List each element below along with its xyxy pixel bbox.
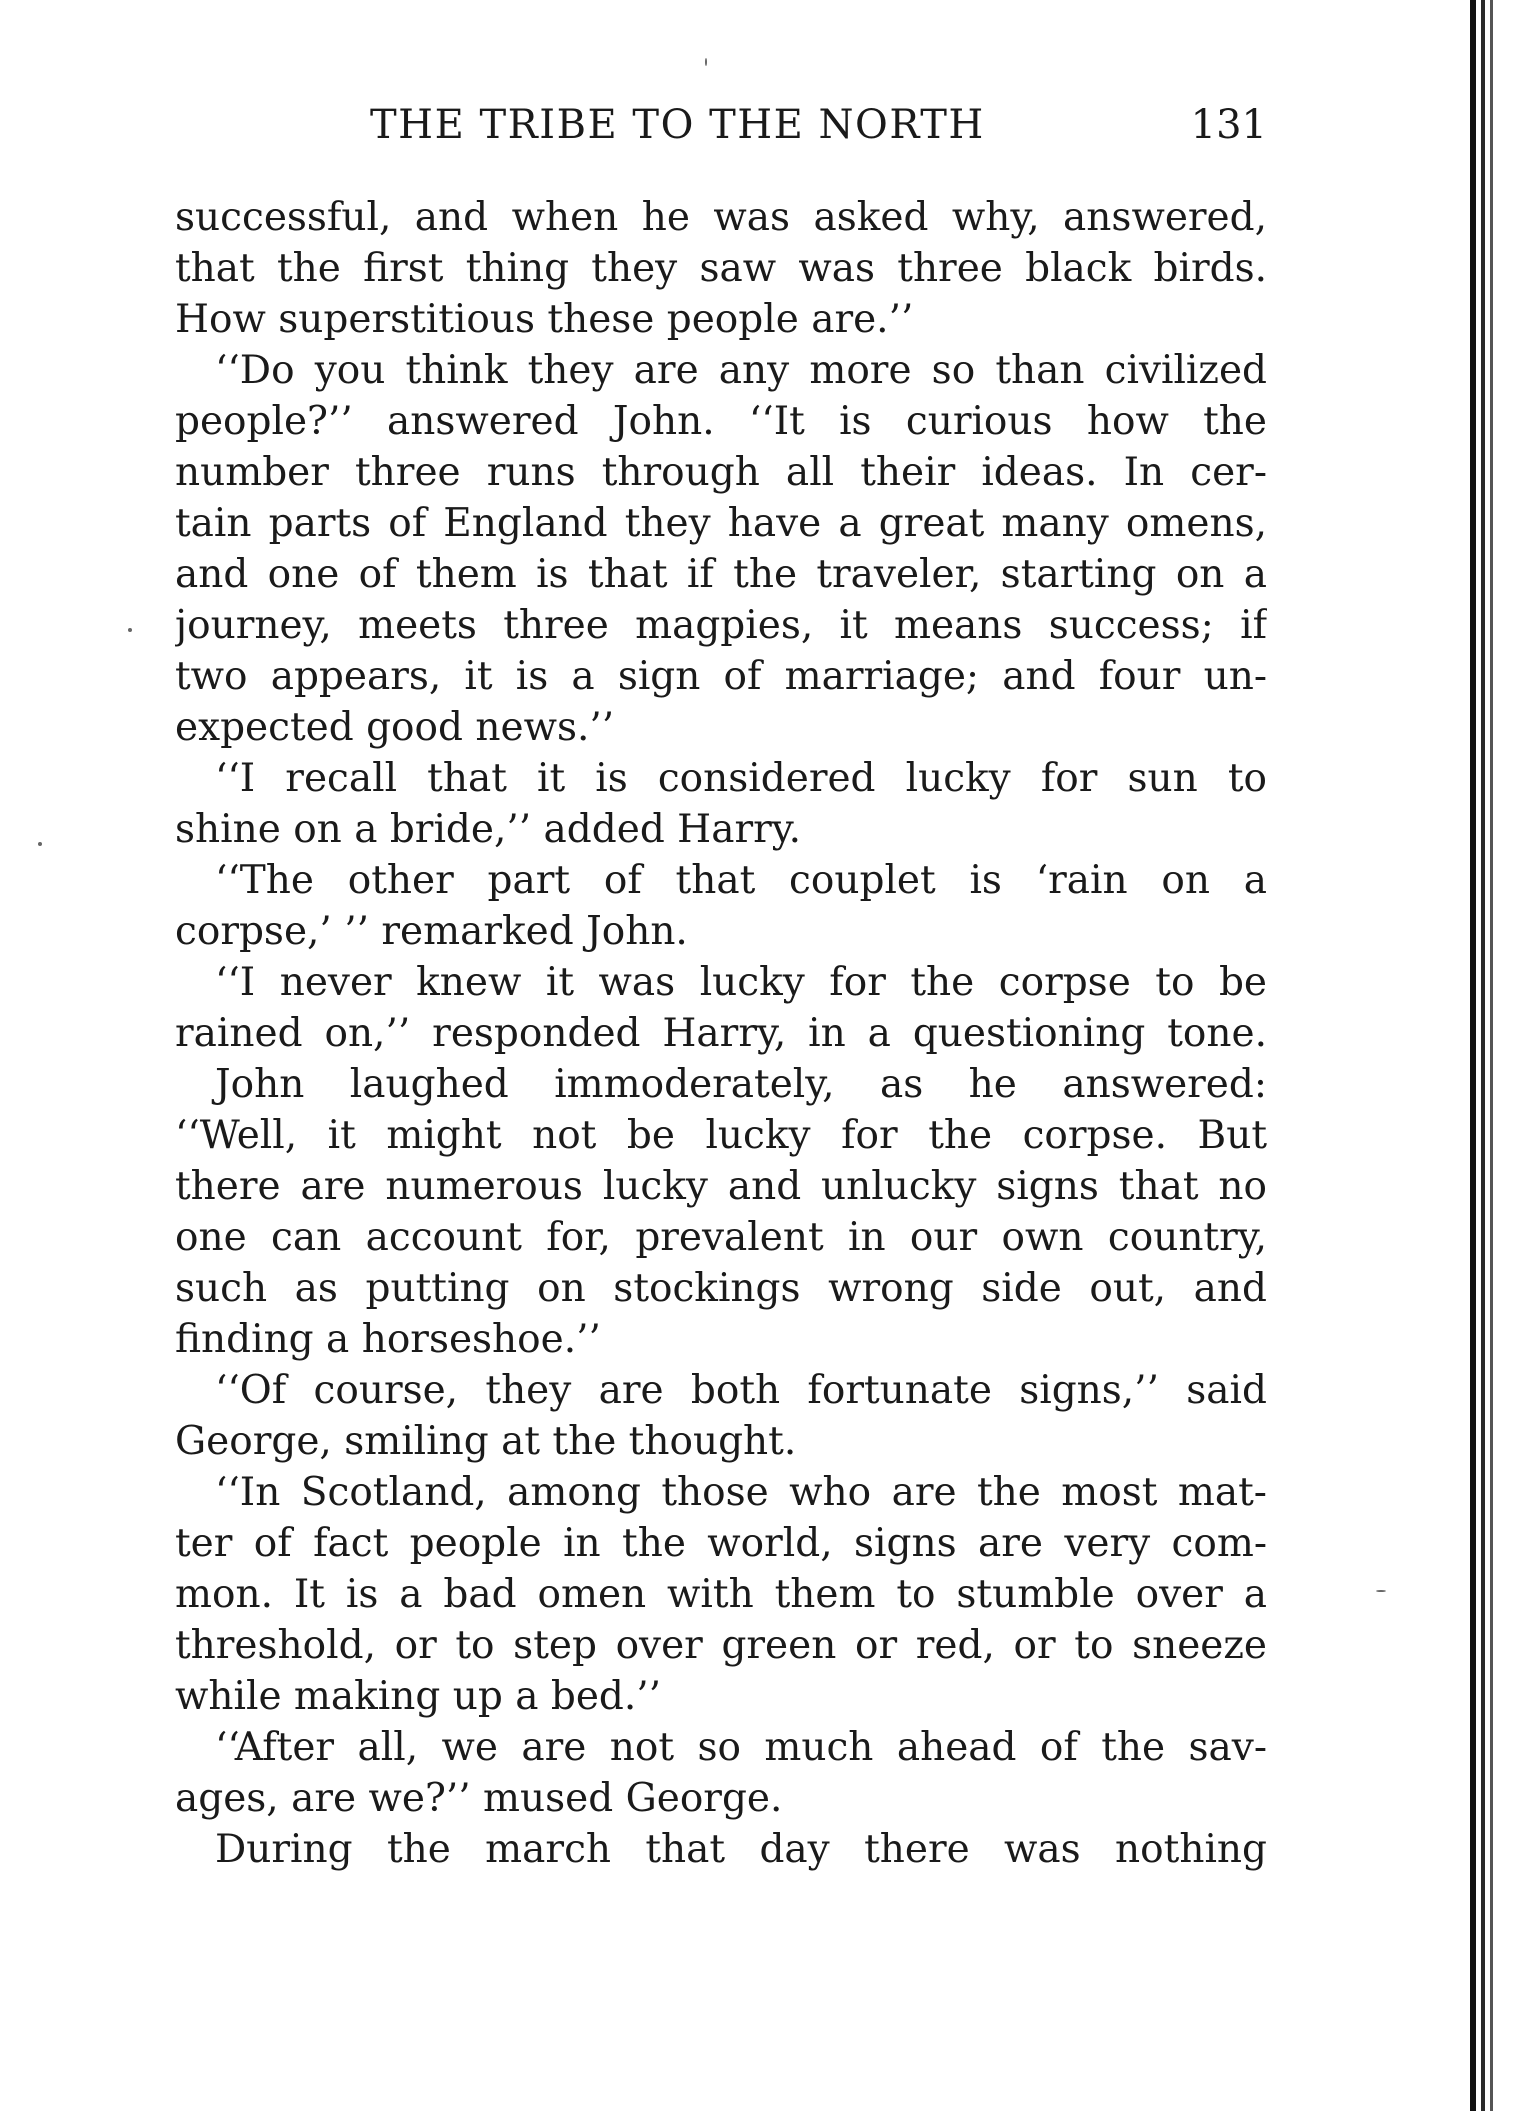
text-line: that the first thing they saw was three black birds. [175,246,1267,291]
text-line: mon. It is a bad omen with them to stumble over a [175,1572,1267,1617]
text-line: ‘‘The other part of that couplet is ‘rain on a [215,858,1267,903]
body-text [175,192,1267,1875]
binding-edge-shadow [1481,0,1485,2111]
text-line: ter of fact people in the world, signs are very com- [175,1521,1267,1566]
text-line: finding a horseshoe.’’ [175,1317,601,1362]
text-line: During the march that day there was nothing [215,1827,1267,1872]
scan-speck [705,58,707,66]
text-line: corpse,’ ’’ remarked John. [175,909,688,954]
scan-speck [38,842,42,846]
text-line: number three runs through all their ideas. In cer- [175,450,1267,495]
scan-speck [128,628,132,632]
scan-speck [1376,1590,1386,1592]
text-line: George, smiling at the thought. [175,1419,797,1464]
binding-edge-shadow [1490,0,1493,2111]
text-line: expected good news.’’ [175,705,615,750]
binding-edge-shadow [1470,0,1476,2111]
running-head [175,102,1267,162]
text-line: tain parts of England they have a great many omens, [175,501,1267,546]
text-line: How superstitious these people are.’’ [175,297,914,342]
text-line: ‘‘I recall that it is considered lucky for sun to [215,756,1267,801]
text-line: rained on,’’ responded Harry, in a questioning tone. [175,1011,1267,1056]
text-line: ‘‘Well, it might not be lucky for the corpse. But [175,1113,1267,1158]
text-line: shine on a bride,’’ added Harry. [175,807,801,852]
running-title: THE TRIBE TO THE NORTH [370,102,985,148]
text-line: such as putting on stockings wrong side out, and [175,1266,1267,1311]
text-line: one can account for, prevalent in our own country, [175,1215,1267,1260]
text-line: and one of them is that if the traveler, starting on a [175,552,1267,597]
text-line: ages, are we?’’ mused George. [175,1776,783,1821]
text-line: people?’’ answered John. ‘‘It is curious how the [175,399,1267,444]
text-line: two appears, it is a sign of marriage; and four un- [175,654,1267,699]
text-line: threshold, or to step over green or red, or to sneeze [175,1623,1267,1668]
text-line: successful, and when he was asked why, answered, [175,195,1267,240]
text-line: ‘‘After all, we are not so much ahead of the sav- [215,1725,1267,1770]
page-number: 131 [1190,102,1267,148]
text-line: ‘‘In Scotland, among those who are the most mat- [215,1470,1267,1515]
text-line: journey, meets three magpies, it means success; if [175,603,1267,648]
text-line: ‘‘Do you think they are any more so than civilized [215,348,1267,393]
text-line: ‘‘I never knew it was lucky for the corpse to be [215,960,1267,1005]
text-line: ‘‘Of course, they are both fortunate signs,’’ said [215,1368,1267,1413]
text-line: there are numerous lucky and unlucky signs that no [175,1164,1267,1209]
text-line: while making up a bed.’’ [175,1674,662,1719]
text-line: John laughed immoderately, as he answered: [215,1062,1267,1107]
